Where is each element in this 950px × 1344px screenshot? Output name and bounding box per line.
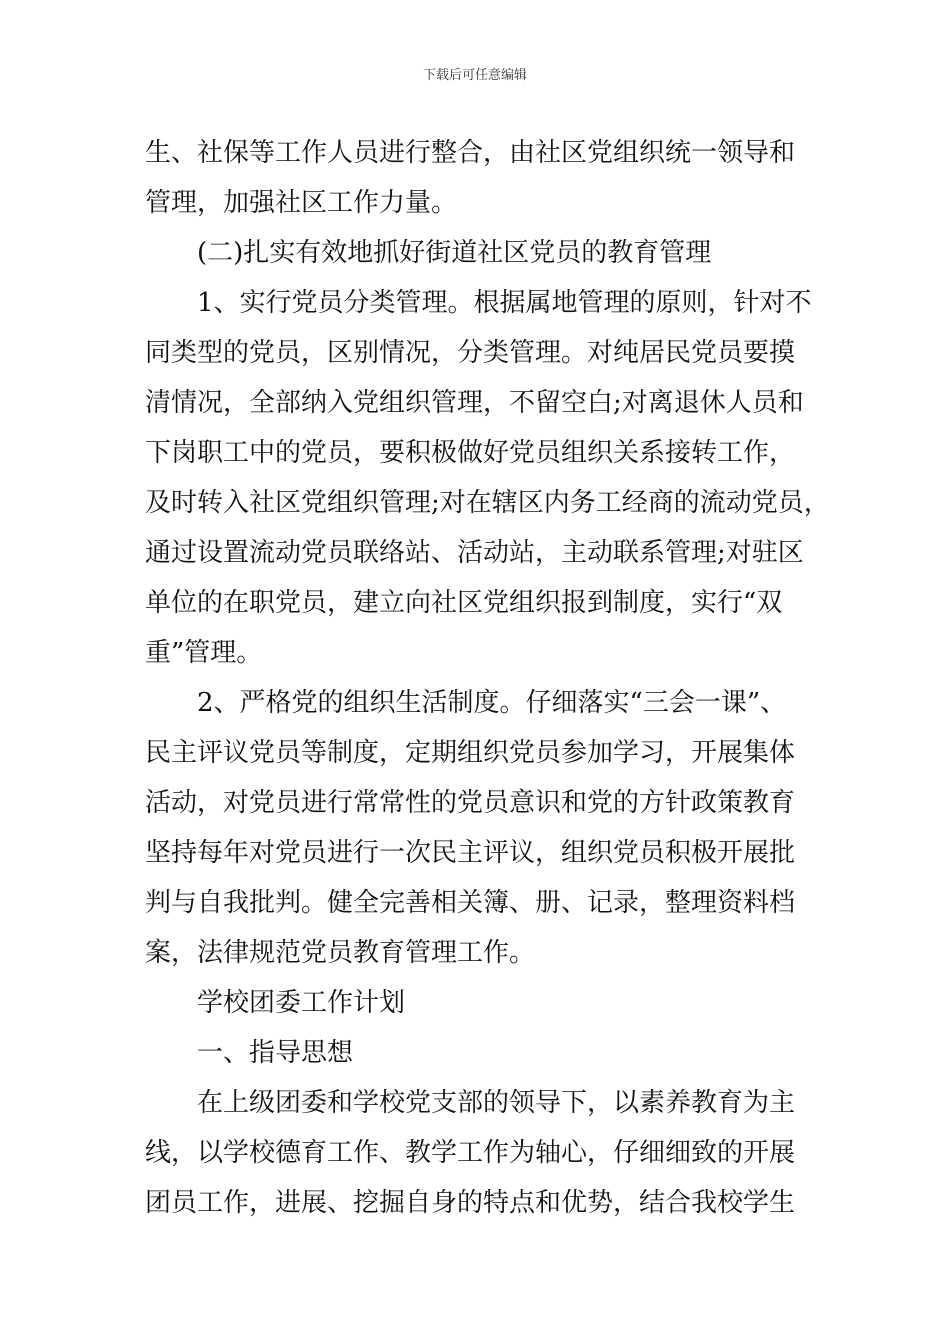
text-line: 通过设置流动党员联络站、活动站，主动联系管理;对驻区 bbox=[145, 538, 804, 568]
text-line: 及时转入社区党组织管理;对在辖区内务工经商的流动党员， bbox=[145, 488, 830, 518]
text-line: 案，法律规范党员教育管理工作。 bbox=[145, 938, 536, 968]
text-line: 一、指导思想 bbox=[197, 1038, 354, 1068]
text-line: 下岗职工中的党员，要积极做好党员组织关系接转工作， bbox=[145, 438, 796, 468]
text-line: 活动，对党员进行常常性的党员意识和党的方针政策教育 bbox=[145, 788, 796, 818]
text-line: 学校团委工作计划 bbox=[197, 988, 406, 1018]
text-line: (二)扎实有效地抓好街道社区党员的教育管理 bbox=[197, 238, 712, 268]
text-line: 民主评议党员等制度，定期组织党员参加学习，开展集体 bbox=[145, 738, 796, 768]
text-line: 线，以学校德育工作、教学工作为轴心，仔细细致的开展 bbox=[145, 1138, 796, 1168]
text-line: 2、严格党的组织生活制度。仔细落实“三会一课”、 bbox=[197, 688, 787, 718]
text-line: 坚持每年对党员进行一次民主评议，组织党员积极开展批 bbox=[145, 838, 796, 868]
text-line: 判与自我批判。健全完善相关簿、册、记录，整理资料档 bbox=[145, 888, 796, 918]
text-line: 同类型的党员，区别情况，分类管理。对纯居民党员要摸 bbox=[145, 338, 796, 368]
text-line: 在上级团委和学校党支部的领导下，以素养教育为主 bbox=[197, 1088, 796, 1118]
text-line: 1、实行党员分类管理。根据属地管理的原则，针对不 bbox=[197, 288, 812, 318]
text-line: 清情况，全部纳入党组织管理，不留空白;对离退休人员和 bbox=[145, 388, 804, 418]
text-line: 生、社保等工作人员进行整合，由社区党组织统一领导和 bbox=[145, 138, 796, 168]
text-line: 管理，加强社区工作力量。 bbox=[145, 188, 458, 218]
page-header: 下载后可任意编辑 bbox=[422, 68, 527, 83]
text-line: 单位的在职党员，建立向社区党组织报到制度，实行“双 bbox=[145, 588, 783, 618]
text-line: 重”管理。 bbox=[145, 638, 263, 668]
document-body bbox=[145, 128, 830, 1228]
text-line: 团员工作，进展、挖掘自身的特点和优势，结合我校学生 bbox=[145, 1188, 796, 1218]
